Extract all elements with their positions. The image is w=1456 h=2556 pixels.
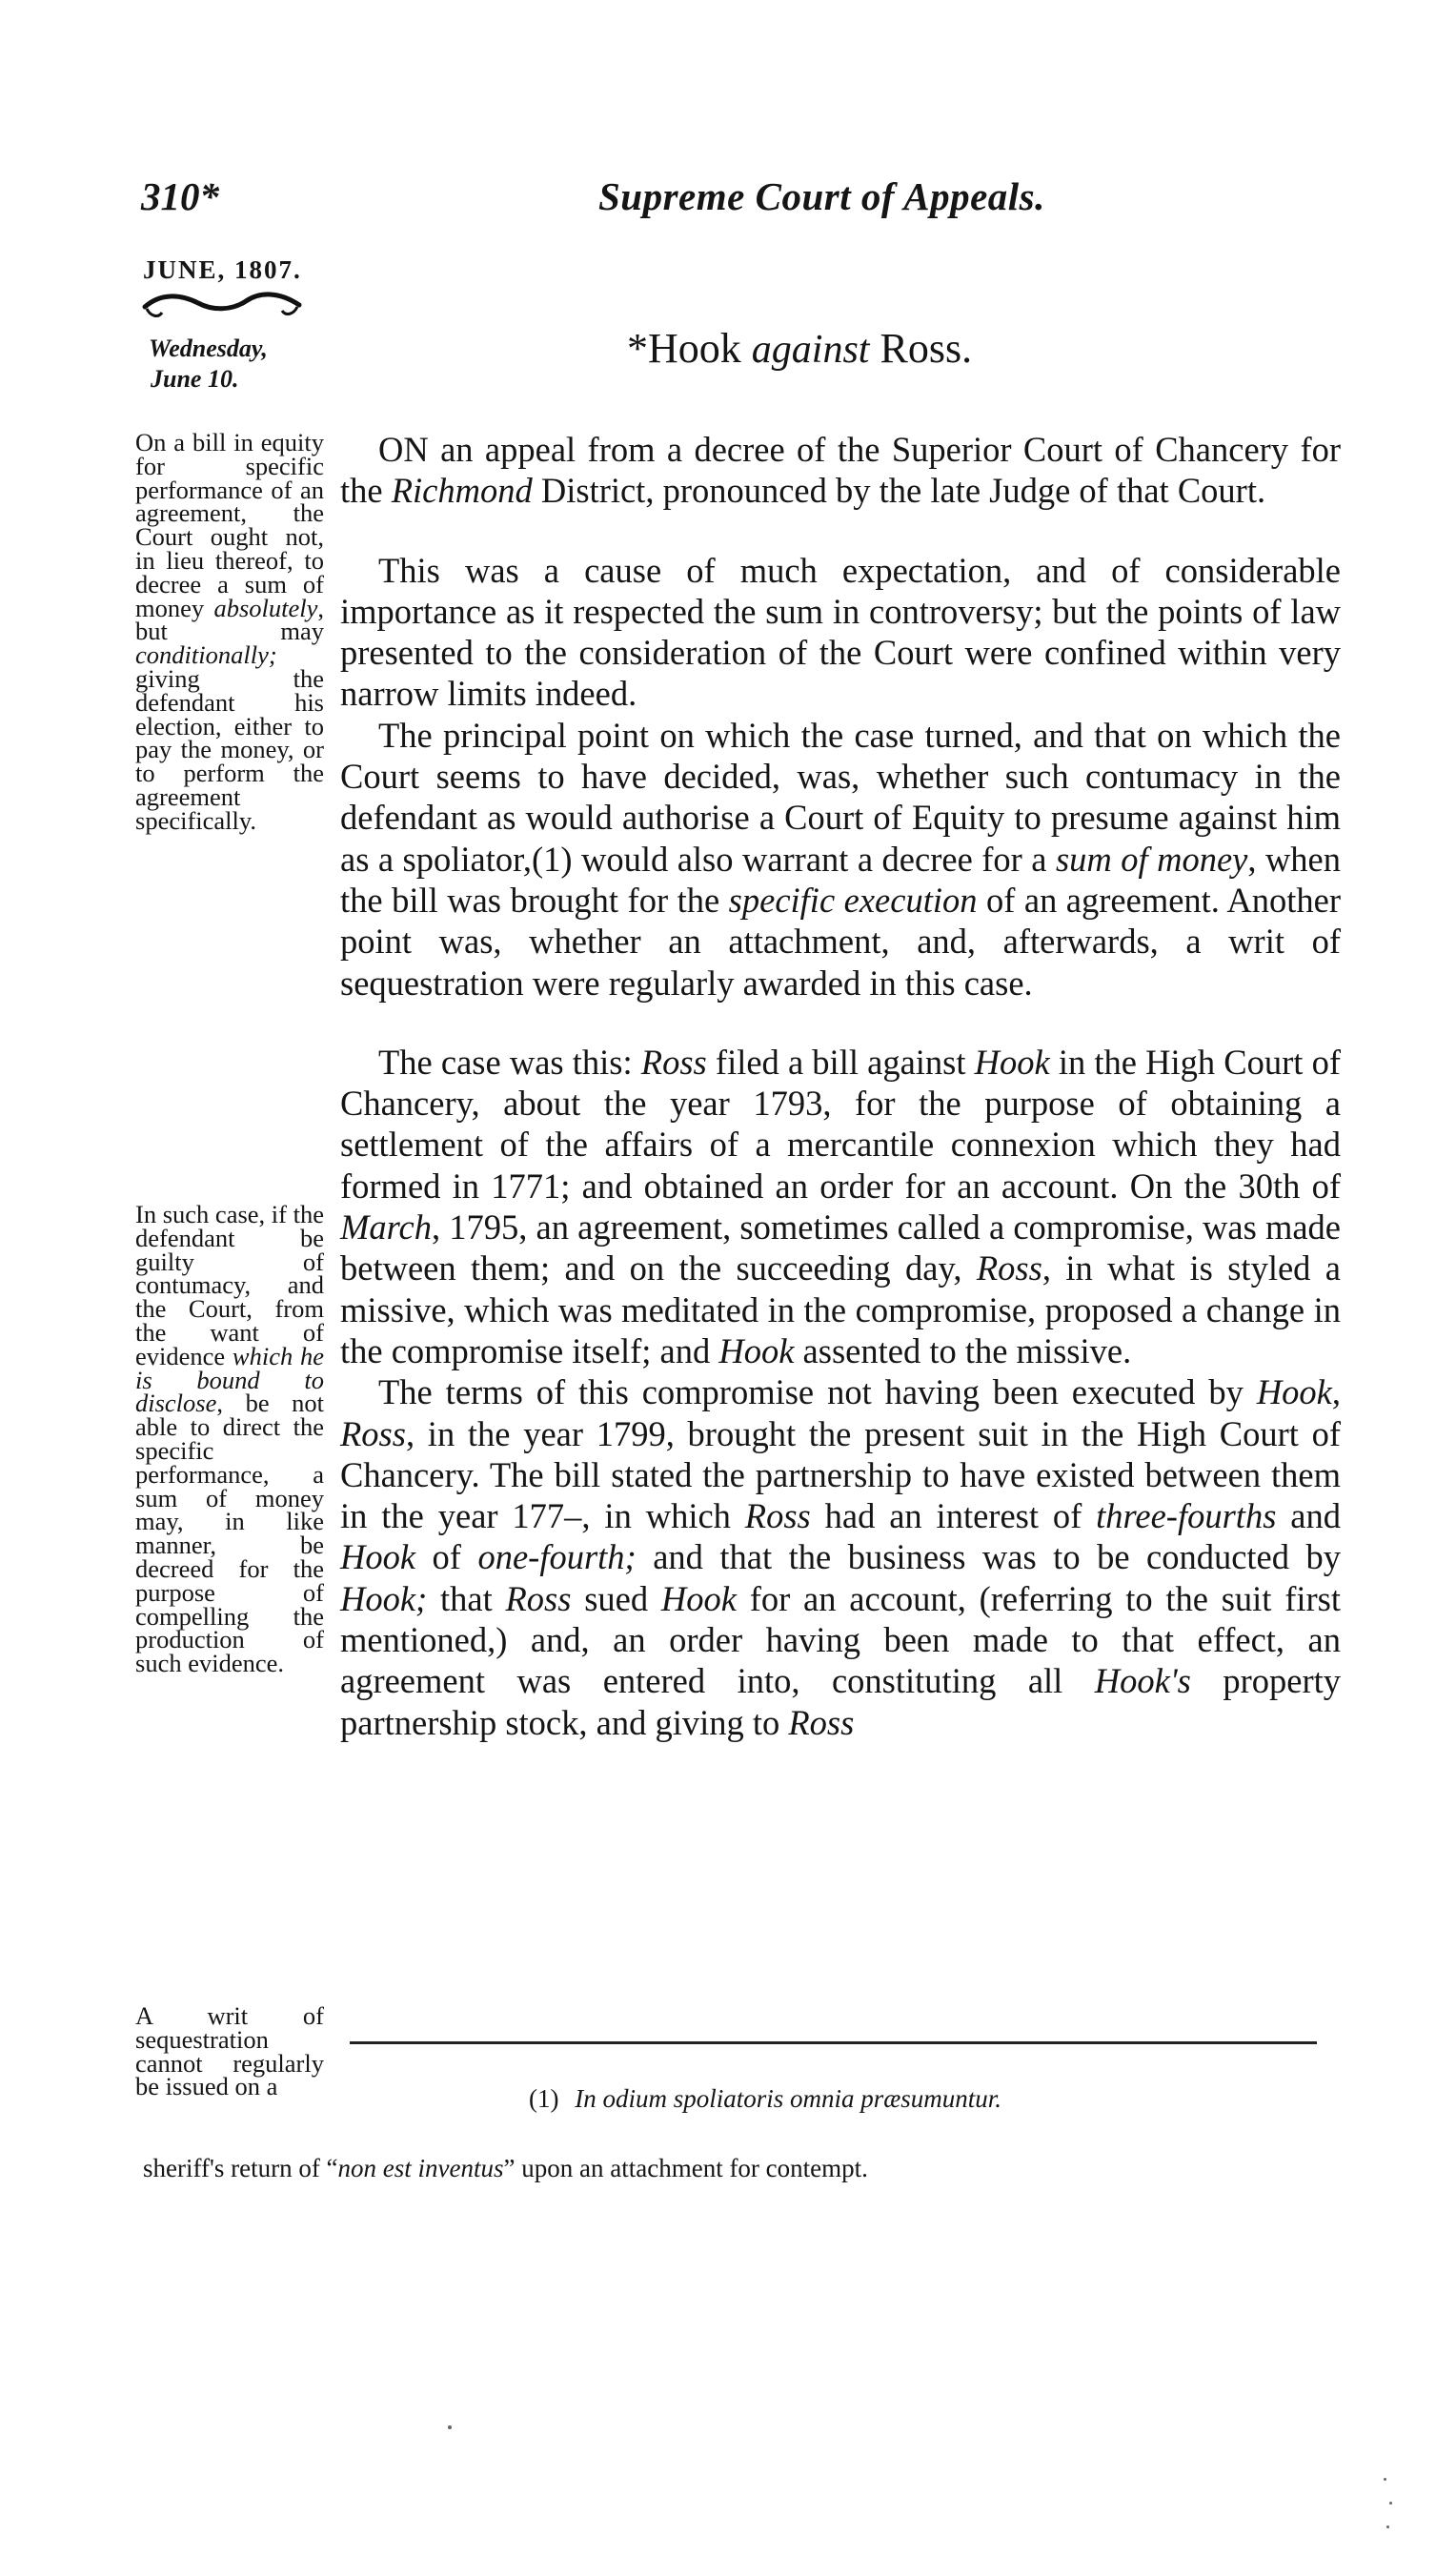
continuation-prefix: sheriff's return of “ xyxy=(143,2154,338,2182)
margin-note-continuation xyxy=(143,2154,868,2183)
weekday: Wednesday, xyxy=(149,335,268,362)
paragraph-3: The principal point on which the case turned, and that on which the Court seems to have decided, was, whether such contumacy in the defendant as would authorise a Court of Equity to presume against him as a spoliator,(1) would also warrant a decree for a sum of money, when the bill was brought for the specific execution of an agreement. Another point was, whether an attachment, and, afterwards, a writ of sequestration were regularly awarded in this case. xyxy=(340,715,1342,1003)
case-title xyxy=(627,324,972,373)
footnote xyxy=(529,2084,1001,2114)
paragraph-5: The terms of this compromise not having been executed by Hook, Ross, in the year 1799, brought the present suit in the High Court of Chancery. The bill stated the partnership to have existed between them in the year 177–, in which Ross had an interest of three-fourths and Hook of one-fourth; and that the business was to be conducted by Hook; that Ross sued Hook for an account, (referring to the suit first mentioned,) and, an order having been made to that effect, an agreement was entered into, constituting all Hook's property partnership stock, and giving to Ross xyxy=(340,1372,1342,1742)
print-speck xyxy=(448,2425,452,2429)
case-against: against xyxy=(751,328,870,372)
running-head: Supreme Court of Appeals. xyxy=(598,174,1045,218)
continuation-suffix: ” upon an attachment for contempt. xyxy=(503,2154,868,2182)
paragraph-1: ON an appeal from a decree of the Superior Court of Chancery for the Richmond District, pronounced by the late Judge of that Court. xyxy=(340,430,1341,511)
date-month-year: JUNE, 1807. xyxy=(143,255,302,284)
case-plaintiff: *Hook xyxy=(627,325,741,372)
print-speck xyxy=(1384,2478,1386,2481)
footnote-text: In odium spoliatoris omnia præsumuntur. xyxy=(575,2084,1002,2113)
ornament-divider xyxy=(141,286,303,329)
footnote-rule xyxy=(350,2041,1317,2044)
margin-note-3: A writ of sequestration cannot regularly be issued on a xyxy=(135,2001,324,2101)
day: June 10. xyxy=(151,365,239,393)
main-text xyxy=(340,429,1341,1743)
print-speck xyxy=(1389,2502,1392,2505)
margin-note-2: In such case, if the defendant be guilty of contumacy, and the Court, from the want of evidence which he is bound to disclose, be not able to direct the specific performance, a sum of money may, in like manner, be decreed for the purpose of compelling the production of such evidence. xyxy=(135,1200,324,1678)
paragraph-4: The case was this: Ross filed a bill against Hook in the High Court of Chancery, about the year 1793, for the purpose of obtaining a settlement of the affairs of a mercantile connexion which they had formed in 1771; and obtained an order for an account. On the 30th of March, 1795, an agreement, sometimes called a compromise, was made between them; and on the succeeding day, Ross, in what is styled a missive, which was meditated in the compromise, proposed a change in the compromise itself; and Hook assented to the missive. xyxy=(340,1042,1342,1370)
print-speck xyxy=(1386,2526,1389,2528)
paragraph-2: This was a cause of much expectation, and of considerable importance as it respected the sum in controversy; but the points of law presented to the consideration of the Court were confined within very narrow limits indeed. xyxy=(340,550,1341,714)
footnote-marker: (1) xyxy=(529,2084,559,2113)
continuation-italic: non est inventus xyxy=(337,2154,504,2182)
page-number: 310* xyxy=(141,174,219,218)
date-day xyxy=(149,334,268,395)
margin-note-1: On a bill in equity for specific performance of an agreement, the Court ought not, in lieu thereof, to decree a sum of money absolutely, but may conditionally; giving the defendant his election, either to pay the money, or to perform the agreement specifically. xyxy=(135,428,324,835)
case-defendant: Ross. xyxy=(880,325,973,372)
